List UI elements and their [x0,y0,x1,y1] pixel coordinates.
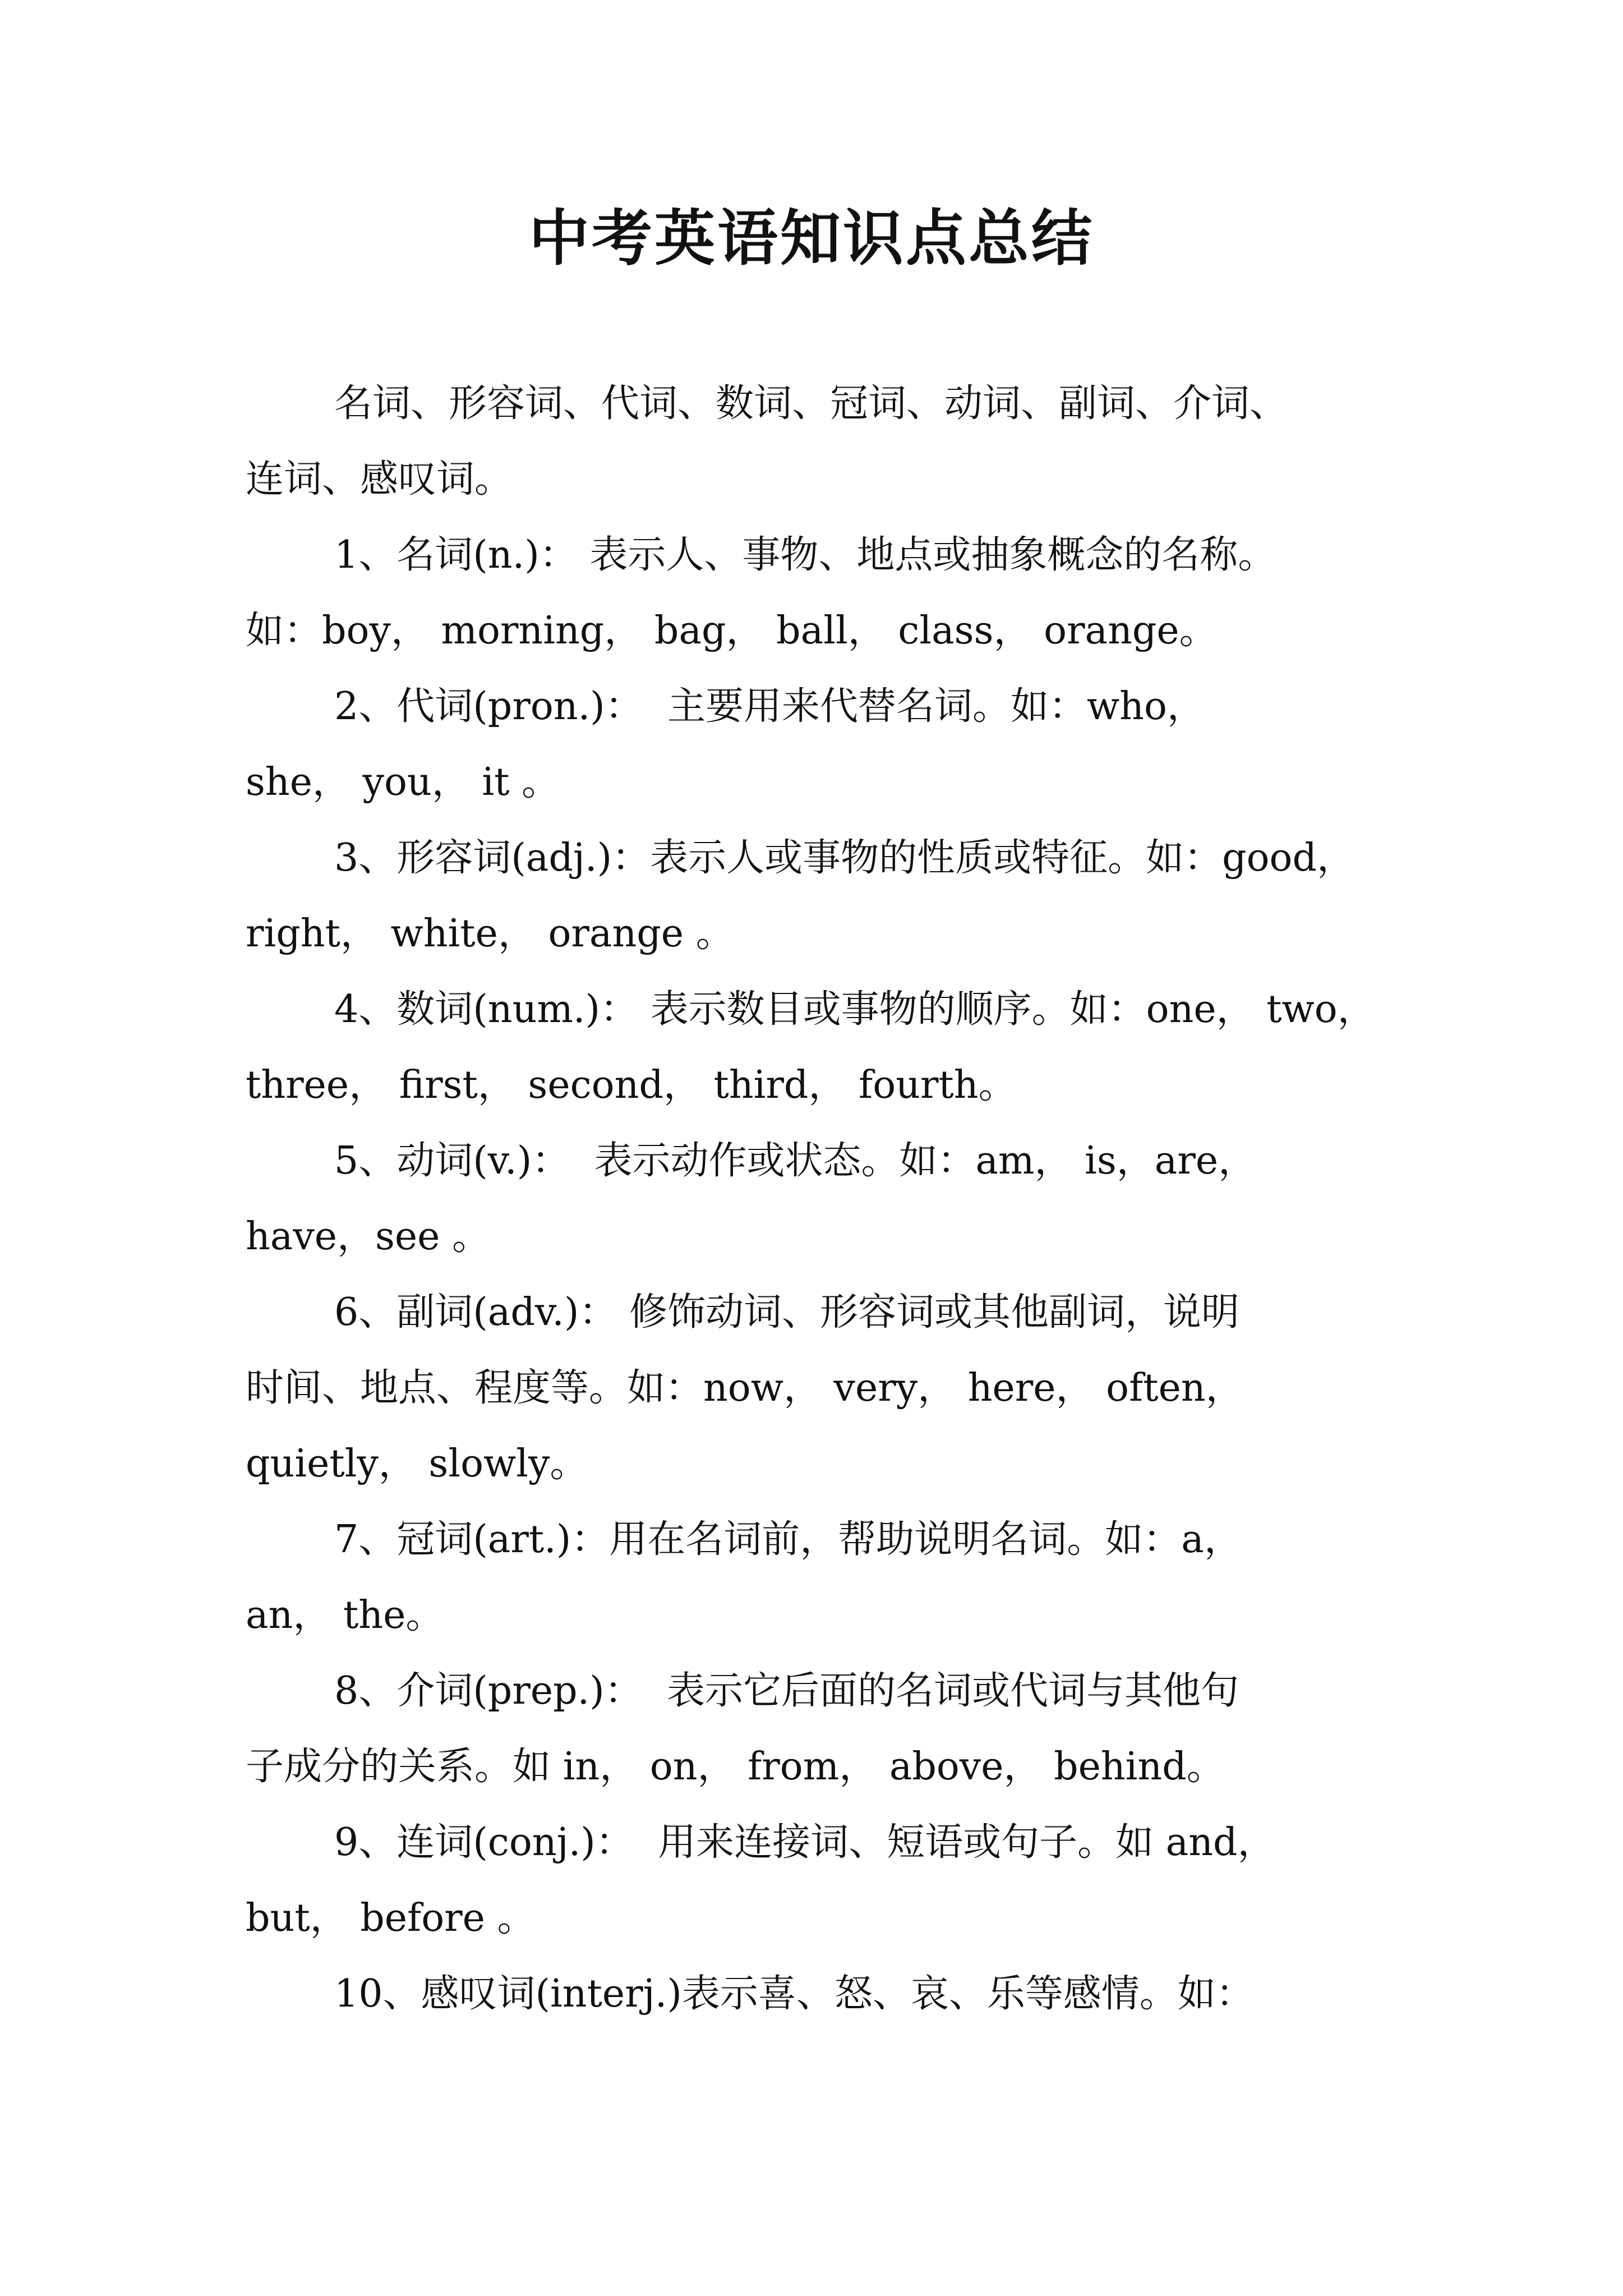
paragraph-line: 9、连词(conj.)： 用来连接词、短语或句子。如 and， [334,1820,1276,1865]
paragraph-line: 6、副词(adv.)： 修饰动词、形容词或其他副词，说明 [334,1290,1239,1335]
paragraph-line: she， you， it 。 [246,760,560,804]
paragraph-line: 7、冠词(art.)：用在名词前，帮助说明名词。如：a， [334,1517,1242,1562]
paragraph-line: 名词、形容词、代词、数词、冠词、动词、副词、介词、 [334,381,1288,426]
paragraph-line: an， the。 [246,1593,444,1637]
document-title: 中考英语知识点总结 [528,203,1094,274]
paragraph-line: 4、数词(num.)： 表示数目或事物的顺序。如：one， two， [334,987,1376,1032]
paragraph-line: 1、名词(n.)： 表示人、事物、地点或抽象概念的名称。 [334,533,1276,577]
paragraph-line: 时间、地点、程度等。如：now， very， here， often， [246,1366,1244,1410]
paragraph-line: 连词、感叹词。 [246,457,513,501]
paragraph-line: 5、动词(v.)： 表示动作或状态。如：am， is，are， [334,1139,1257,1183]
paragraph-line: 8、介词(prep.)： 表示它后面的名词或代词与其他句 [334,1669,1239,1713]
paragraph-line: 3、形容词(adj.)：表示人或事物的性质或特征。如：good， [334,836,1355,880]
paragraph-line: three， first， second， third， fourth。 [246,1063,1017,1107]
paragraph-line: but， before 。 [246,1896,536,1940]
paragraph-line: have，see 。 [246,1214,490,1259]
paragraph-line: 2、代词(pron.)： 主要用来代替名词。如：who， [334,684,1205,729]
paragraph-line: right， white， orange 。 [246,912,734,956]
paragraph-line: quietly， slowly。 [246,1442,588,1486]
paragraph-line: 子成分的关系。如 in， on， from， above， behind。 [246,1745,1225,1789]
paragraph-line: 10、感叹词(interj.)表示喜、怒、哀、乐等感情。如： [334,1972,1254,2016]
paragraph-line: 如：boy， morning， bag， ball， class， orange。 [246,609,1218,653]
